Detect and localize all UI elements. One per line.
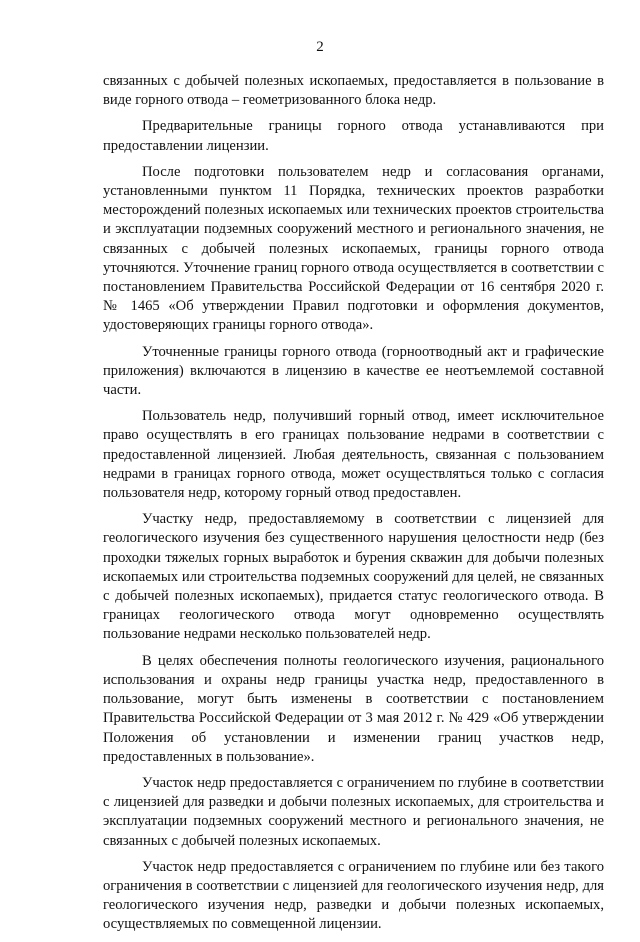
paragraph-refined-boundaries: Уточненные границы горного отвода (горноотводный акт и графические приложения) включаются в лицензию в качестве ее неотъемлемой составной части. bbox=[103, 343, 604, 399]
paragraph-boundary-change: В целях обеспечения полноты геологического изучения, рационального использования и охраны недр границы участка недр, предоставленного в пользование, могут быть изменены в соответствии с постановлением Правительства Российской Федерации от 3 мая 2012 г. № 429 «Об утверждении Положения об установлении и изменении границ участков недр, предоставленных в пользование». bbox=[103, 652, 604, 765]
paragraph-boundary-refinement: После подготовки пользователем недр и согласования органами, установленными пунктом 11 Порядка, технических проектов разработки месторождений полезных ископаемых или технических проектов строительства и эксплуатации подземных сооружений местного и регионального значения, не связанных с добычей полезных ископаемых, границы горного отвода уточняются. Уточнение границ горного отвода осуществляется в соответствии с постановлением Правительства Российской Федерации от 16 сентября 2020 г. № 1465 «Об утверждении Правил подготовки и оформления документов, удостоверяющих границы горного отвода». bbox=[103, 163, 604, 334]
paragraph-geological-allotment: Участку недр, предоставляемому в соответствии с лицензией для геологического изучения без существенного нарушения целостности недр (без проходки тяжелых горных выработок и бурения скважин для добычи полезных ископаемых или строительства подземных сооружений для целей, не связанных с добычей полезных ископаемых), придается статус геологического отвода. В границах геологического отвода могут одновременно осуществлять пользование недрами несколько пользователей недр. bbox=[103, 511, 604, 643]
paragraph-exclusive-right: Пользователь недр, получивший горный отвод, имеет исключительное право осуществлять в его границах пользование недрами в соответствии с предоставленной лицензией. Любая деятельность, связанная с пользованием недрами в границах горного отвода, может осуществляться только с согласия пользователя недр, которому горный отвод предоставлен. bbox=[103, 408, 604, 502]
paragraph-continued: связанных с добычей полезных ископаемых, предоставляется в пользование в виде горного отвода – геометризованного блока недр. bbox=[103, 73, 604, 109]
page-number: 2 bbox=[316, 39, 324, 55]
paragraph-depth-limit-optional: Участок недр предоставляется с ограничением по глубине или без такого ограничения в соответствии с лицензией для геологического изучения недр, для геологического изучения недр, разведки и добычи полезных ископаемых, осуществляемых по совмещенной лицензии. bbox=[103, 858, 604, 933]
paragraph-preliminary-boundaries: Предварительные границы горного отвода устанавливаются при предоставлении лицензии. bbox=[103, 118, 604, 154]
paragraph-depth-limit: Участок недр предоставляется с ограничением по глубине в соответствии с лицензией для разведки и добычи полезных ископаемых, для строительства и эксплуатации подземных сооружений местного и регионального значения, не связанных с добычей полезных ископаемых. bbox=[103, 774, 604, 849]
document-body bbox=[103, 72, 604, 942]
